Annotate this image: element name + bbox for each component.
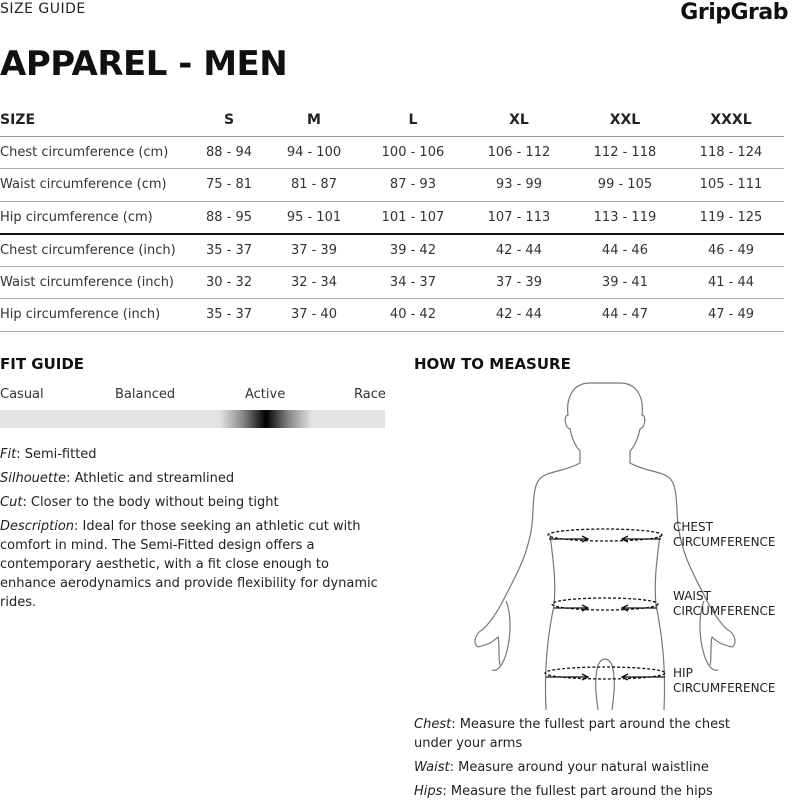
size-value: 112 - 118: [572, 136, 678, 169]
chest-label: CHEST CIRCUMFERENCE: [673, 520, 776, 549]
size-value: 39 - 42: [360, 234, 466, 267]
column-header: M: [268, 104, 360, 136]
fit-scale-bar: [0, 410, 385, 428]
table-row: [0, 136, 784, 169]
description-detail: Description: Ideal for those seeking an athletic cut with comfort in mind. The Semi-Fitted design offers a contemporary aesthetic, with a fit close enough to enhance aerodynamics and provide flexibility for dynamic rides.: [0, 519, 378, 610]
measurement-label: Chest circumference (inch): [0, 234, 190, 267]
size-value: 99 - 105: [572, 169, 678, 202]
size-value: 35 - 37: [190, 299, 268, 332]
size-value: 87 - 93: [360, 169, 466, 202]
hips-instruction: Hips: Measure the fullest part around the hips: [414, 784, 713, 799]
size-value: 105 - 111: [678, 169, 784, 202]
size-value: 106 - 112: [466, 136, 572, 169]
table-row: [0, 201, 784, 234]
section-label: SIZE GUIDE: [0, 1, 86, 17]
size-value: 94 - 100: [268, 136, 360, 169]
fit-guide-title: FIT GUIDE: [0, 355, 85, 373]
column-header: XXXL: [678, 104, 784, 136]
measurement-label: Waist circumference (inch): [0, 266, 190, 299]
table-row: [0, 169, 784, 202]
silhouette-detail: Silhouette: Athletic and streamlined: [0, 471, 235, 486]
table-row: [0, 234, 784, 267]
measurement-label: Waist circumference (cm): [0, 169, 190, 202]
size-value: 95 - 101: [268, 201, 360, 234]
fit-level-balanced: Balanced: [115, 387, 176, 402]
size-value: 44 - 47: [572, 299, 678, 332]
size-value: 37 - 40: [268, 299, 360, 332]
size-value: 46 - 49: [678, 234, 784, 267]
waist-instruction: Waist: Measure around your natural waistline: [414, 760, 709, 775]
fit-scale-marker: [220, 410, 312, 428]
how-to-measure-title: HOW TO MEASURE: [414, 355, 571, 373]
hip-label: HIP CIRCUMFERENCE: [673, 666, 776, 695]
size-value: 41 - 44: [678, 266, 784, 299]
column-header: SIZE: [0, 104, 190, 136]
size-value: 118 - 124: [678, 136, 784, 169]
fit-level-active: Active: [245, 387, 286, 402]
measurement-label: Hip circumference (cm): [0, 201, 190, 234]
measurement-label: Hip circumference (inch): [0, 299, 190, 332]
waist-label: WAIST CIRCUMFERENCE: [673, 589, 776, 618]
size-value: 88 - 95: [190, 201, 268, 234]
cut-detail: Cut: Closer to the body without being tight: [0, 495, 279, 510]
size-value: 47 - 49: [678, 299, 784, 332]
page-title: APPAREL - MEN: [0, 44, 288, 84]
size-value: 119 - 125: [678, 201, 784, 234]
size-value: 101 - 107: [360, 201, 466, 234]
table-row: [0, 266, 784, 299]
chest-instruction: Chest: Measure the fullest part around the chest under your arms: [414, 717, 730, 751]
size-value: 32 - 34: [268, 266, 360, 299]
size-value: 81 - 87: [268, 169, 360, 202]
brand-logo: GripGrab: [680, 0, 788, 25]
size-table: [0, 104, 784, 332]
size-value: 75 - 81: [190, 169, 268, 202]
table-row: [0, 299, 784, 332]
fit-detail: Fit: Semi-fitted: [0, 447, 97, 462]
column-header: XXL: [572, 104, 678, 136]
fit-level-casual: Casual: [0, 387, 44, 402]
size-value: 88 - 94: [190, 136, 268, 169]
size-value: 44 - 46: [572, 234, 678, 267]
size-value: 100 - 106: [360, 136, 466, 169]
size-value: 113 - 119: [572, 201, 678, 234]
table-header-row: [0, 104, 784, 136]
size-value: 39 - 41: [572, 266, 678, 299]
size-value: 93 - 99: [466, 169, 572, 202]
size-value: 37 - 39: [268, 234, 360, 267]
size-value: 107 - 113: [466, 201, 572, 234]
column-header: L: [360, 104, 466, 136]
size-value: 34 - 37: [360, 266, 466, 299]
column-header: S: [190, 104, 268, 136]
size-value: 40 - 42: [360, 299, 466, 332]
size-value: 42 - 44: [466, 234, 572, 267]
fit-level-race: Race: [354, 387, 386, 402]
size-value: 35 - 37: [190, 234, 268, 267]
size-value: 42 - 44: [466, 299, 572, 332]
column-header: XL: [466, 104, 572, 136]
size-value: 30 - 32: [190, 266, 268, 299]
size-value: 37 - 39: [466, 266, 572, 299]
measurement-label: Chest circumference (cm): [0, 136, 190, 169]
